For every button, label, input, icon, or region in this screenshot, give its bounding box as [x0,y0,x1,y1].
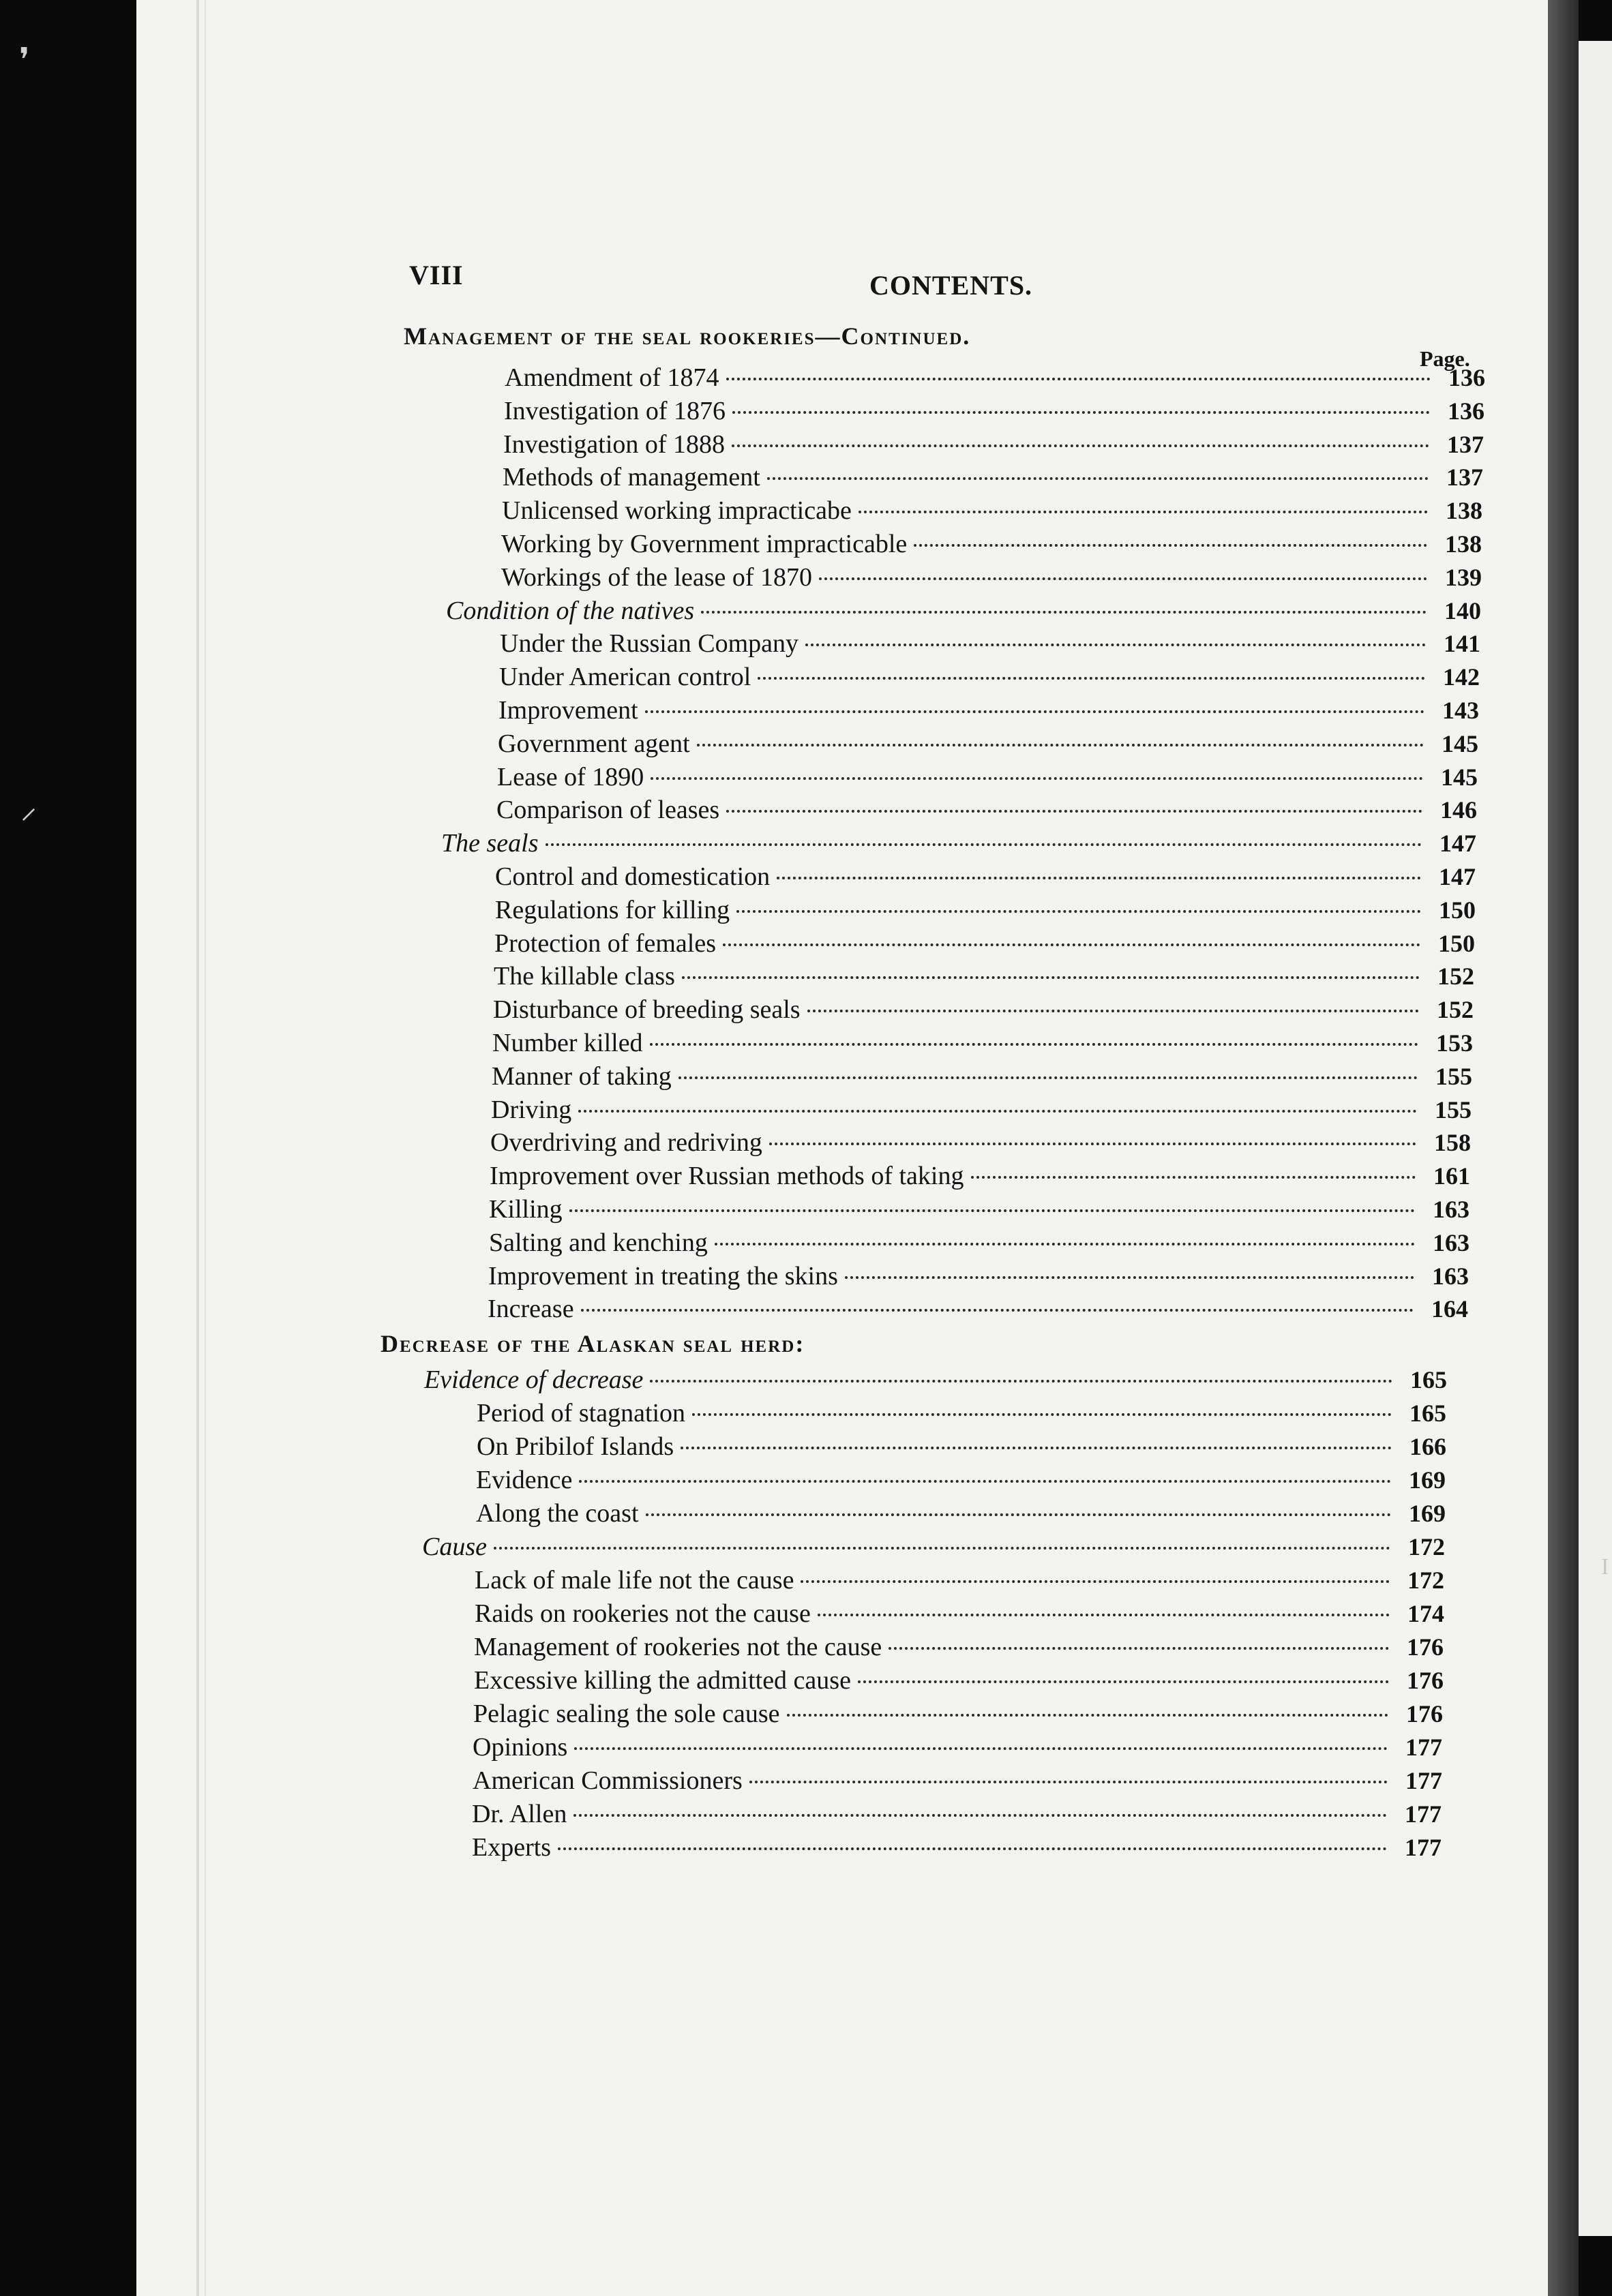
toc-entry-label: Under the Russian Company [500,629,799,659]
toc-entry-label: Salting and kenching [489,1228,708,1257]
toc-entry-page: 172 [1407,1567,1444,1594]
toc-entry-label: Unlicensed working impracticabe [502,496,852,526]
section-heading-decrease: Decrease of the Alaskan seal herd: [380,1330,805,1357]
toc-entry-label: Control and domestication [495,862,771,891]
toc-entry-label: Period of stagnation [477,1399,686,1428]
folio-number: VIII [409,260,464,290]
dot-leader [701,611,1427,614]
dot-leader [889,1647,1389,1650]
toc-entry [441,828,1476,858]
toc-entry-label: Dr. Allen [472,1800,567,1828]
dot-leader [801,1580,1390,1583]
toc-entry [500,629,1480,659]
toc-entry-page: 177 [1405,1800,1442,1828]
toc-entry-page: 146 [1440,796,1477,824]
toc-entry-label: Condition of the natives [446,596,695,625]
dot-leader [651,777,1423,780]
dot-leader [678,1076,1418,1079]
toc-entry-label: Investigation of 1888 [503,429,726,459]
gutter-line [205,0,206,2296]
toc-entry-page: 177 [1405,1767,1442,1794]
toc-entry [499,662,1480,692]
dot-leader [715,1243,1415,1245]
dot-leader [645,710,1424,713]
dot-leader [777,877,1421,879]
dot-leader [574,1747,1388,1750]
toc-entry-page: 137 [1446,464,1483,492]
toc-entry [473,1699,1443,1729]
toc-entry-page: 161 [1433,1162,1470,1190]
toc-entry [490,1161,1470,1191]
toc-entry [503,462,1483,492]
toc-entry [503,429,1484,459]
toc-entry-page: 177 [1405,1834,1442,1861]
toc-entry [473,1732,1442,1762]
toc-entry-page: 177 [1405,1734,1442,1761]
dot-leader [558,1847,1387,1850]
dot-leader [494,1547,1390,1550]
dot-leader [787,1714,1388,1717]
dot-leader [723,943,1420,946]
scan-mark-top: ❜ [19,42,30,78]
toc-entry-page: 165 [1409,1400,1446,1427]
toc-entry-page: 137 [1447,430,1484,458]
toc-entry-page: 152 [1437,963,1474,991]
dot-leader [650,1380,1392,1383]
toc-entry-label: Experts [472,1833,552,1862]
dot-leader [650,1043,1418,1046]
toc-entry-label: American Commissioners [473,1766,743,1795]
scan-mark-middle: ⸝ [20,789,38,826]
toc-entry-page: 136 [1448,364,1485,391]
page-column-label: Page. [1420,346,1470,371]
toc-entry [474,1632,1444,1662]
toc-entry-label: Evidence [476,1466,573,1494]
dot-leader [736,910,1421,913]
toc-entry-label: Comparison of leases [496,796,720,825]
toc-entry [477,1398,1446,1428]
toc-entry [496,795,1477,825]
toc-entry-page: 139 [1445,563,1482,591]
toc-entry-page: 152 [1437,996,1474,1024]
toc-entry [490,1128,1471,1158]
toc-entry-label: Investigation of 1876 [504,396,726,425]
toc-entry [489,1194,1469,1224]
toc-entry-label: Increase [488,1295,574,1324]
dot-leader [573,1814,1387,1817]
toc-entry [477,1432,1446,1462]
dot-leader [681,1447,1392,1449]
toc-entry [475,1565,1444,1595]
toc-entry [476,1465,1446,1495]
toc-entry [495,895,1476,925]
gutter-line [196,0,199,2296]
toc-entry-label: Driving [491,1095,572,1124]
toc-entry-label: Along the coast [476,1499,639,1528]
dot-leader [546,843,1422,846]
toc-entry [472,1799,1442,1829]
toc-entry [488,1261,1469,1291]
toc-entry-label: Opinions [473,1733,568,1762]
toc-entry [474,1665,1444,1695]
section-heading-management: Management of the seal rookeries—Continued. [404,322,971,350]
toc-entry [424,1365,1447,1395]
dot-leader [692,1413,1392,1416]
toc-entry-page: 155 [1435,1062,1472,1090]
toc-entry-page: 165 [1410,1366,1447,1393]
toc-entry-page: 136 [1448,397,1484,425]
toc-entry-page: 150 [1439,896,1476,924]
toc-entry-page: 147 [1439,830,1476,858]
toc-entry-label: Lack of male life not the cause [475,1566,794,1595]
toc-entry-label: Killing [489,1195,563,1224]
toc-entry [472,1832,1442,1862]
toc-entry-page: 141 [1444,630,1480,658]
toc-entry-label: Improvement in treating the skins [488,1261,838,1290]
toc-entry [502,496,1482,526]
toc-entry-page: 140 [1444,596,1481,624]
dot-leader [758,677,1425,680]
toc-entry-label: Disturbance of breeding seals [493,995,801,1025]
toc-entry-label: Workings of the lease of 1870 [501,562,812,592]
toc-entry-page: 145 [1441,763,1478,791]
toc-entry-label: Overdriving and redriving [490,1128,762,1158]
toc-entry-page: 174 [1407,1600,1444,1627]
toc-entry-page: 166 [1409,1433,1446,1460]
toc-entry-page: 143 [1442,697,1479,724]
toc-entry-page: 158 [1434,1129,1471,1157]
dot-leader [807,1010,1419,1012]
dot-leader [578,1110,1417,1113]
toc-entry-label: Under American control [499,663,751,692]
dot-leader [726,378,1431,380]
toc-entry [492,1061,1472,1091]
toc-entry-page: 155 [1435,1096,1472,1123]
toc-entry [488,1294,1468,1324]
toc-entry [495,862,1476,892]
toc-entry [493,995,1474,1025]
toc-entry-label: Amendment of 1874 [505,363,719,392]
toc-entry [473,1766,1442,1796]
toc-entry-page: 145 [1442,729,1478,757]
toc-entry-page: 138 [1446,497,1482,525]
dot-leader [697,744,1424,746]
toc-entry [489,1228,1469,1258]
toc-entry-page: 163 [1433,1196,1469,1223]
toc-entry [501,529,1482,559]
toc-entry-label: The killable class [494,962,675,991]
dot-leader [732,411,1430,414]
dot-leader [818,1614,1390,1616]
dot-leader [726,810,1422,813]
dot-leader [845,1276,1414,1279]
toc-entry-label: Number killed [492,1029,643,1057]
toc-entry-page: 142 [1443,663,1480,691]
toc-entry-label: Protection of females [494,928,717,958]
toc-entry [498,695,1479,725]
toc-entry-label: On Pribilof Islands [477,1432,674,1461]
toc-entry-page: 169 [1409,1466,1446,1494]
toc-entry-label: Management of rookeries not the cause [474,1633,882,1661]
toc-entry [497,762,1478,792]
dot-leader [749,1781,1388,1783]
toc-entry-page: 153 [1436,1029,1473,1057]
toc-entry-page: 150 [1438,929,1475,957]
toc-entry-page: 172 [1408,1533,1445,1560]
toc-entry-label: Lease of 1890 [497,762,644,791]
toc-entry-label: The seals [441,829,539,858]
toc-entry [494,961,1474,991]
toc-entry-page: 169 [1409,1500,1446,1527]
toc-entry [476,1498,1446,1528]
toc-entry-page: 176 [1407,1633,1444,1661]
toc-entry-label: Working by Government impracticable [501,530,908,558]
toc-entry [422,1532,1445,1562]
dot-leader [858,1680,1389,1683]
dot-leader [914,544,1427,547]
toc-entry [504,396,1484,426]
toc-entry-page: 163 [1432,1262,1469,1290]
dot-leader [819,577,1427,580]
dot-leader [646,1513,1391,1516]
toc-entry-label: Raids on rookeries not the cause [475,1599,811,1628]
toc-entry-page: 147 [1439,863,1476,890]
page-edge-shadow [1548,0,1579,2296]
toc-entry-label: Government agent [498,729,690,758]
toc-entry-label: Excessive killing the admitted cause [474,1666,851,1695]
toc-entry [492,1028,1473,1058]
dot-leader [769,1143,1416,1145]
toc-entry-label: Evidence of decrease [424,1365,644,1394]
dot-leader [581,1309,1414,1312]
toc-entry-page: 176 [1407,1667,1444,1694]
toc-entry [505,363,1485,393]
edge-mark: I [1601,1554,1609,1580]
dot-leader [767,477,1429,480]
dot-leader [971,1176,1416,1179]
dot-leader [805,644,1426,646]
toc-entry-label: Cause [422,1532,487,1561]
toc-entry-page: 138 [1445,530,1482,558]
toc-entry [498,729,1478,759]
toc-entry [446,596,1481,626]
toc-entry-page: 164 [1431,1295,1468,1323]
dot-leader [859,511,1428,513]
toc-entry [491,1095,1472,1125]
toc-entry-label: Pelagic sealing the sole cause [473,1700,780,1728]
dot-leader [732,444,1429,447]
toc-entry [501,562,1482,592]
toc-entry-label: Manner of taking [492,1061,672,1091]
page-title: CONTENTS. [869,270,1033,301]
adjacent-page-strip [1579,41,1612,2236]
toc-entry-label: Improvement over Russian methods of taking [490,1162,964,1191]
toc-entry [494,928,1475,958]
dot-leader [579,1480,1391,1483]
toc-entry-label: Methods of management [503,463,760,492]
dot-leader [569,1209,1415,1212]
dot-leader [682,976,1420,979]
toc-entry-page: 176 [1406,1700,1443,1727]
toc-entry-label: Regulations for killing [495,895,730,924]
toc-entry-label: Improvement [498,696,638,725]
toc-entry [475,1599,1444,1629]
toc-entry-page: 163 [1433,1228,1469,1256]
